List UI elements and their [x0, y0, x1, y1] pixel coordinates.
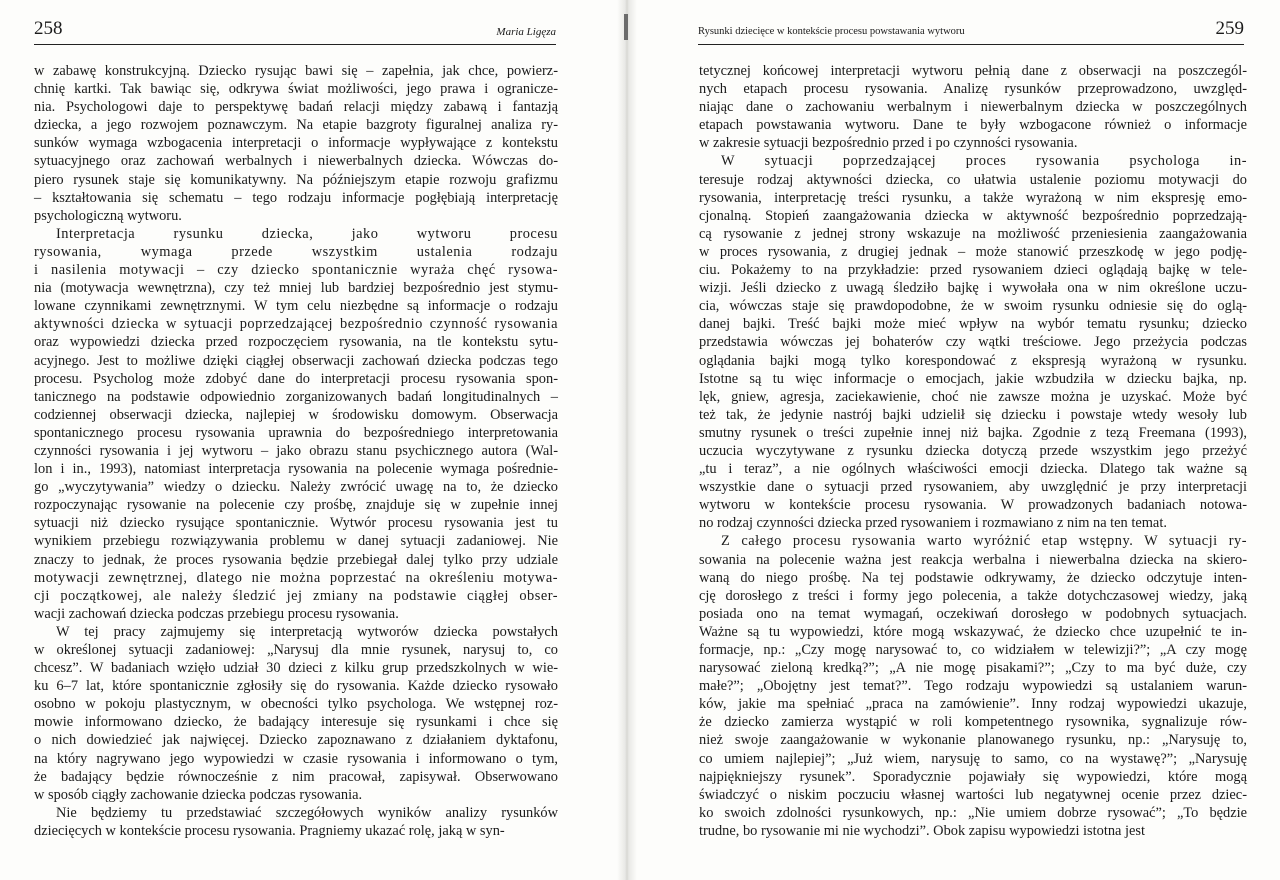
binding-mark [624, 14, 628, 40]
text-line: rysowania, interpretację treści rysunku, a także wyrażoną w nim ekspresję emo- [699, 189, 1247, 206]
text-line: najpiękniejszy rysunek”. Sporadycznie pojawiały się wypowiedzi, które mogą [699, 768, 1247, 785]
text-line: chcesz”. W badaniach wzięło udział 30 dzieci z kilku grup przedszkolnych w wie- [34, 660, 558, 677]
text-line: lowane czynnikami zewnętrznymi. W tym celu niezbędne są informacje o rodzaju [34, 298, 558, 315]
text-line: aktywności dziecka w sytuacji poprzedzającej bezpośrednio czynność rysowania [34, 316, 558, 333]
text-line: rozpoczynając rysowanie na polecenie czy prośbę, znajduje się w zupełnie innej [34, 497, 558, 514]
text-line: go „wyczytywania” wiedzy o dziecku. Należy zwrócić uwagę na to, że dziecko [34, 479, 558, 496]
text-line: cję dorosłego z treści i formy jego polecenia, a także dotychczasowej wiedzy, jaką [699, 587, 1247, 604]
text-line: trudne, bo rysowanie mi nie wychodzi”. Obok zapisu wypowiedzi istotna jest [699, 822, 1146, 839]
text-line: piero rysunek staje się komunikatywny. Na późniejszym etapie rozwoju grafizmu [34, 171, 558, 188]
left-page-number: 258 [34, 18, 63, 39]
right-page-number: 259 [1215, 18, 1244, 39]
text-line: w zabawę konstrukcyjną. Dziecko rysując bawi się – zapełnia, jak chce, powierz- [34, 63, 558, 79]
text-line: wytworu w kontekście procesu rysowania. W prowadzonych badaniach notowa- [699, 497, 1247, 514]
text-line: posiada ono na temat wymagań, oczekiwań dorosłego w podobnych sytuacjach. [699, 605, 1247, 622]
text-line: lon i in., 1993), natomiast interpretacja rysowania na polecenie wymaga pośrednie- [34, 461, 558, 478]
text-line: niając dane o zachowaniu werbalnym i niewerbalnym dziecka w poszczególnych [699, 99, 1247, 116]
text-line: w określonej sytuacji zadaniowej: „Narysuj dla mnie rysunek, narysuj to, co [34, 642, 558, 658]
text-line: psychologiczną wytworu. [34, 207, 182, 224]
left-running-head: Maria Ligęza [496, 26, 556, 38]
text-line: sytuacyjnego oraz zachowań werbalnych i niewerbalnych dziecka. Wówczas do- [34, 153, 558, 170]
text-line: tanicznego na podstawie odpowiednio zorganizowanych badań longitudinalnych – [34, 388, 558, 405]
left-page-text [34, 62, 558, 840]
book-gutter [617, 0, 637, 880]
right-page-text [699, 62, 1247, 840]
text-line: mowie informowano dziecko, że badający interesuje się rysunkami i chce się [34, 714, 558, 731]
text-line: cia, wówczas staje się prawdopodobne, że w swoim rysunku odniesie się do oglą- [699, 298, 1247, 315]
text-line: sowania na polecenie ważna jest reakcja werbalna i niewerbalna dziecka na skiero- [699, 551, 1247, 568]
text-line: – kształtowania się schematu – tego rodzaju informacje pogłębiają interpretację [34, 189, 558, 206]
text-line: tetycznej końcowej interpretacji wytworu pełnią dane z obserwacji na poszczegól- [699, 63, 1247, 79]
text-line: nych etapach procesu rysowania. Analizę rysunków przeprowadzono, uwzględ- [699, 81, 1247, 98]
text-line: ków, jakie ma spełniać „praca na zamówienie”. Inny rodzaj wypowiedzi ukazuje, [699, 696, 1247, 713]
text-line: czynności rysowania i jej wytworu – jako obrazu stanu psychicznego autora (Wal- [34, 442, 558, 459]
text-line: w zakresie sytuacji bezpośrednio przed i po czynności rysowania. [699, 135, 1078, 152]
left-page [0, 0, 628, 880]
text-line: co umiem najlepiej”; „Już wiem, narysuję to samo, co na wystawę?”; „Narysuję [699, 750, 1247, 767]
text-line: osobno w pokoju plastycznym, w obecności tylko psychologa. We wstępnej roz- [34, 696, 558, 713]
text-line: dziecka, a jego rozwojem poznawczym. Na etapie bazgroty figuralnej analiza ry- [34, 117, 558, 134]
text-line: cą rysowanie z jednej strony wskazuje na możliwość przeniesienia zaangażowania [699, 225, 1247, 242]
text-line: W sytuacji poprzedzającej proces rysowania psychologa in- [721, 153, 1247, 170]
right-running-head: Rysunki dziecięce w kontekście procesu powstawania wytworu [698, 26, 965, 37]
text-line: „tu i teraz”, a nie ogólnych właściwości emocji dziecka. Dlatego tak ważne są [699, 461, 1247, 478]
text-line: lęk, gniew, agresja, zaciekawienie, choć nie zawsze można je uzyskać. Może być [699, 388, 1247, 405]
text-line: Nie będziemy tu przedstawiać szczegółowych wyników analizy rysunków [56, 804, 558, 821]
text-line: o nich dowiedzieć jak najwięcej. Dziecko zapoznawano z działaniem dyktafonu, [34, 732, 558, 749]
left-page-header [34, 18, 556, 44]
text-line: procesu. Psycholog może zdobyć dane do interpretacji procesu rysowania spon- [34, 370, 558, 387]
text-line: przedstawia wówczas jej bohaterów czy wątki treściowe. Jego przeżycia podczas [699, 334, 1247, 351]
text-line: znaczy to jednak, że proces rysowania będzie przebiegał dalej tylko przy udziale [34, 551, 558, 568]
text-line: sytuacji niż dziecko rysujące spontanicznie. Wytwór procesu rysowania jest tu [34, 515, 558, 532]
text-line: Z całego procesu rysowania warto wyróżnić etap wstępny. W sytuacji ry- [721, 533, 1247, 550]
text-line: no rodzaj czynności dziecka przed rysowaniem i rozmawiano z nim na ten temat. [699, 515, 1167, 532]
text-line: w proces rysowania, z drugiej jednak – może stanowić przeszkodę w jego podję- [699, 243, 1247, 260]
text-line: na który nagrywano jego wypowiedzi w czasie rysowania i informowano o tym, [34, 750, 558, 767]
text-line: oraz wypowiedzi dziecka przed rozpoczęciem rysowania, na tle kontekstu sytu- [34, 334, 558, 351]
text-line: ku 6–7 lat, które spontanicznie zgłosiły się do rysowania. Każde dziecko rysowało [34, 678, 558, 695]
text-line: acyjnego. Jest to możliwe dzięki ciągłej obserwacji zachowań dziecka podczas tego [34, 352, 558, 369]
text-line: oglądania bajki mogą tylko korespondować z ekspresją wyrażoną w rysunku. [699, 352, 1247, 369]
text-line: nia (motywacja wewnętrzna), czy też mniej lub bardziej bezpośrednio jest stymu- [34, 280, 558, 297]
text-line: danej bajki. Treść bajki może mieć wpływ na wybór tematu rysunku; dziecko [699, 316, 1247, 333]
text-line: świadczyć o niskim poczuciu własnej wartości lub negatywnej ocenie przez dziec- [699, 786, 1247, 803]
text-line: cji początkowej, ale należy śledzić jej zmiany na podstawie ciągłej obser- [34, 587, 558, 604]
text-line: cjonalną. Stopień zaangażowania dziecka w aktywność bezpośrednio poprzedzają- [699, 207, 1247, 224]
text-line: waną do niego prośbę. Na tej podstawie odkrywamy, że dziecko odczytuje inten- [699, 569, 1247, 586]
text-line: sunków wymaga wzbogacenia interpretacji o informacje wypływające z kontekstu [34, 135, 558, 152]
text-line: i nasilenia motywacji – czy dziecko spontanicznie wyraża chęć rysowa- [34, 262, 558, 279]
text-line: uczucia wyczytywane z rysunku dziecka dotyczą przede wszystkim jego przeżyć [699, 442, 1247, 459]
left-header-rule [34, 44, 556, 45]
text-line: nież swoje zaangażowanie w wykonanie planowanego rysunku, np.: „Narysuję to, [699, 732, 1247, 749]
text-line: teresuje rodzaj aktywności dziecka, co ułatwia ustalenie poziomu motywacji do [699, 171, 1247, 188]
text-line: Interpretacja rysunku dziecka, jako wytworu procesu [56, 225, 558, 242]
text-line: nia. Psychologowi daje to perspektywę badań relacji między zabawą i fantazją [34, 99, 558, 116]
text-line: spontanicznego procesu rysowania uprawnia do bezpośredniego interpretowania [34, 424, 558, 441]
text-line: etapach powstawania wytworu. Dane te były wzbogacone również o informacje [699, 117, 1247, 134]
text-line: chnię kartki. Tak bawiąc się, odkrywa świat możliwości, jego prawa i ogranicze- [34, 81, 558, 98]
text-line: formacje, np.: „Czy mogę narysować to, co widziałem w telewizji?”; „A czy mogę [699, 642, 1247, 658]
text-line: w sposób ciągły zachowanie dziecka podczas rysowania. [34, 786, 363, 803]
right-page-header [698, 18, 1244, 44]
text-line: że dziecko zamierza wystąpić w roli kompetentnego rysownika, sygnalizuje rów- [699, 714, 1247, 731]
text-line: narysować zieloną kredką?”; „A nie mogę pisakami?”; „Czy to ma być duże, czy [699, 660, 1247, 677]
text-line: codziennej obserwacji dziecka, najlepiej w środowisku domowym. Obserwacja [34, 406, 558, 423]
text-line: wynikiem przebiegu rozwiązywania problemu w danej sytuacji zadaniowej. Nie [34, 533, 558, 550]
text-line: wacji zachowań dziecka podczas przebiegu procesu rysowania. [34, 605, 399, 622]
text-line: ko swoich zdolności rysunkowych, np.: „Nie umiem dobrze rysować”; „To będzie [699, 804, 1247, 821]
text-line: wszystkie dane o sytuacji przed rysowaniem, aby uwzględnić je przy interpretacji [699, 479, 1247, 496]
text-line: W tej pracy zajmujemy się interpretacją wytworów dziecka powstałych [56, 623, 558, 640]
text-line: motywacji zewnętrznej, dlatego nie można poprzestać na określeniu motywa- [34, 569, 558, 586]
text-line: Istotne są tu więc informacje o emocjach, jakie wzbudziła w dziecku bajka, np. [699, 370, 1247, 387]
text-line: że badający będzie równocześnie z nim pracował, zapisywał. Obserwowano [34, 768, 558, 785]
text-line: smutny rysunek o treści zupełnie innej niż bajka. Zgodnie z tezą Freemana (1993), [699, 424, 1247, 441]
text-line: rysowania, wymaga przede wszystkim ustalenia rodzaju [34, 243, 558, 260]
text-line: małe?”; „Obojętny jest temat?”. Tego rodzaju wypowiedzi są ustalaniem warun- [699, 678, 1247, 695]
right-header-rule [698, 44, 1244, 45]
text-line: też tak, że jedynie nastrój bajki udzielił się dziecku i powstaje wtedy wesoły lub [699, 406, 1247, 423]
text-line: Ważne są tu wypowiedzi, które mogą wskazywać, że dziecko chce uzupełnić te in- [699, 623, 1247, 640]
text-line: ciu. Pokażemy to na przykładzie: przed rysowaniem dzieci oglądają bajkę w tele- [699, 262, 1247, 279]
text-line: dziecięcych w kontekście procesu rysowania. Pragniemy ukazać rolę, jaką w syn- [34, 822, 505, 839]
right-page [640, 0, 1280, 880]
text-line: wizji. Jeśli dziecko z uwagą śledziło bajkę i wywołała ona w nim określone uczu- [699, 280, 1247, 297]
